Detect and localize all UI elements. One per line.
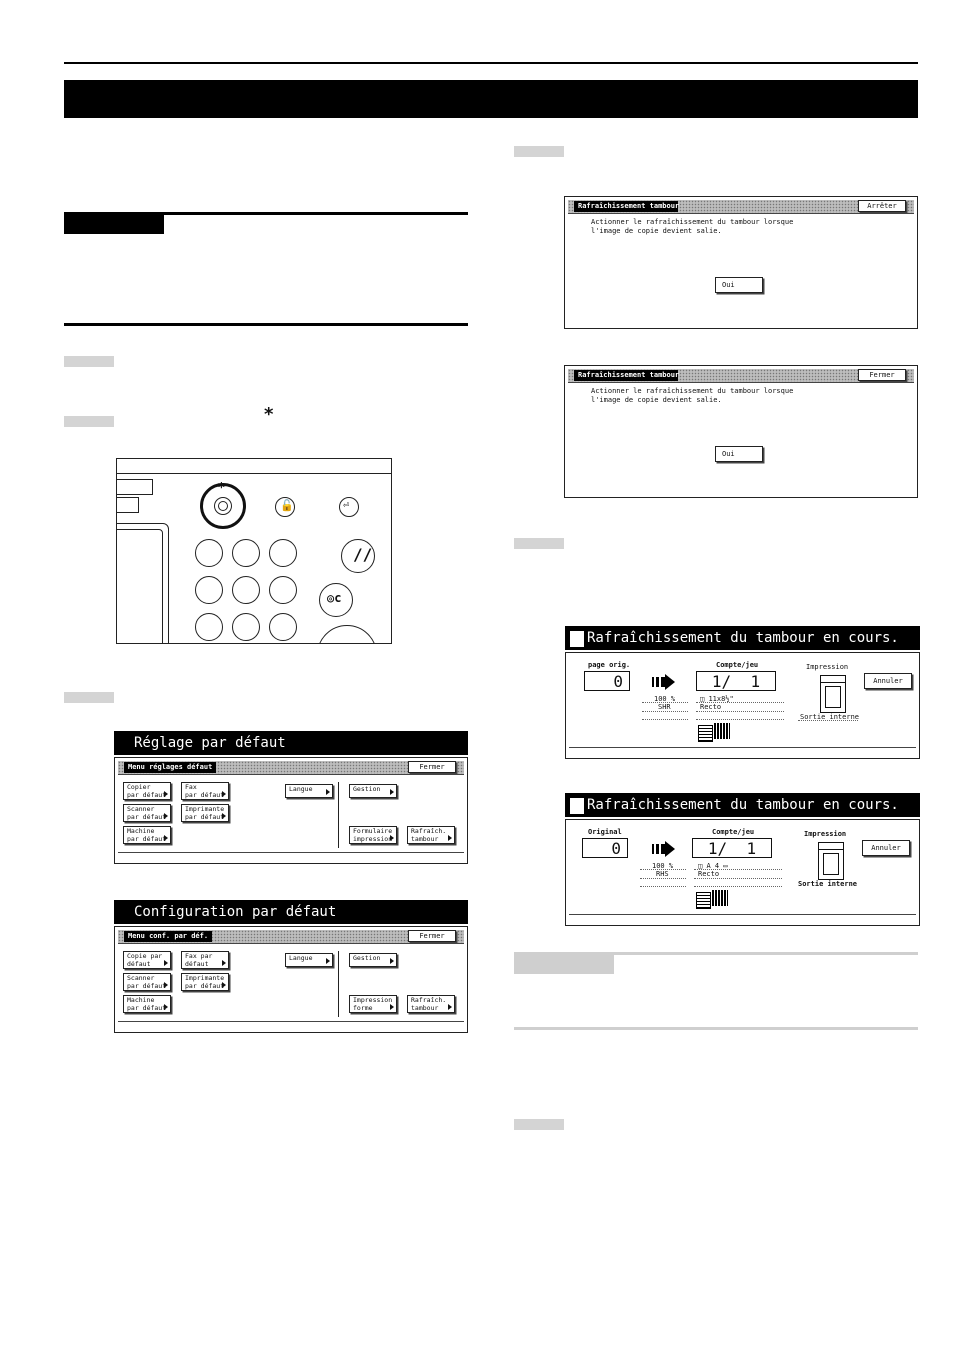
orig-label: page orig. [588, 661, 631, 669]
mode-value: SHR [658, 703, 671, 711]
dialog-b-close-button[interactable]: Fermer [858, 369, 906, 381]
status-b-title: Rafraîchissement du tambour en cours. [587, 797, 899, 813]
count-label: Compte/jeu [712, 828, 755, 836]
screen-a-header [114, 731, 468, 755]
paper-icon: ◫ [700, 695, 709, 703]
chevron-right-icon [164, 982, 168, 988]
dialog-b-tag: Rafraîchissement tambour [574, 370, 678, 381]
screen-a-menu-tag: Menu réglages défaut [124, 762, 216, 773]
number-key-5[interactable] [232, 576, 260, 604]
number-key-4[interactable] [195, 576, 223, 604]
status-a-panel [565, 652, 920, 759]
btn-label: Scanner par défaut [127, 805, 167, 821]
btn-label: Machine par défaut [127, 996, 167, 1012]
btn-scanner-defaut[interactable] [123, 973, 171, 991]
output-tray-icon [820, 675, 846, 713]
btn-label: Fax par défaut [185, 952, 213, 968]
output-tray-icon [818, 842, 844, 880]
mode-value: RHS [656, 870, 669, 878]
btn-copie-defaut[interactable] [123, 951, 171, 969]
number-key-1[interactable] [195, 539, 223, 567]
dotted-line [642, 702, 688, 703]
chevron-right-icon [164, 1004, 168, 1010]
btn-fax-defaut[interactable] [181, 951, 229, 969]
chevron-right-icon [448, 835, 452, 841]
dialog-b [564, 365, 918, 498]
step-marker-2 [64, 416, 114, 427]
orientation-icon: ▭ [719, 862, 728, 870]
btn-copier-defaut[interactable] [123, 782, 171, 800]
chevron-right-icon [222, 960, 226, 966]
dotted-line [642, 711, 688, 712]
chevron-right-icon [390, 835, 394, 841]
sort-icon [698, 725, 713, 742]
number-key-6[interactable] [269, 576, 297, 604]
panel-edge-inner [116, 529, 163, 644]
dotted-line [640, 878, 686, 879]
status-b-header [565, 793, 920, 817]
screen-b-footer-line [118, 1021, 464, 1022]
footer-line [569, 914, 916, 915]
screen-b-title: Configuration par défaut [134, 904, 337, 920]
screen-a-divider [338, 782, 339, 848]
dialog-a [564, 196, 918, 329]
start-key[interactable] [317, 625, 377, 644]
btn-label: Imprimante par défaut [185, 974, 225, 990]
screen-b-panel [114, 926, 468, 1033]
screen-a-menu-bar [118, 761, 464, 775]
orig-label: Original [588, 828, 622, 836]
number-key-9[interactable] [269, 613, 297, 641]
paper-size: A 4 [706, 862, 720, 870]
dialog-b-title-bar [568, 369, 914, 383]
btn-imprimante-defaut[interactable] [181, 804, 229, 822]
lock-icon: 🔓 [280, 499, 294, 512]
dotted-line [694, 869, 782, 870]
btn-label: Copier par défaut [127, 783, 167, 799]
dotted-line [640, 886, 686, 887]
screen-b-close-button[interactable]: Fermer [408, 930, 456, 942]
staple-icon [712, 890, 728, 906]
btn-gestion[interactable] [349, 784, 397, 798]
chevron-right-icon [326, 789, 330, 795]
arrow-right-icon [652, 674, 676, 690]
btn-label: Langue [289, 785, 313, 793]
dotted-line [640, 869, 686, 870]
dialog-b-message: Actionner le rafraîchissement du tambour lorsque l'image de copie devient salie. [591, 387, 794, 404]
chevron-right-icon [390, 789, 394, 795]
dotted-line [642, 719, 688, 720]
chevron-right-icon [222, 791, 226, 797]
btn-label: Rafraîch. tambour [411, 827, 447, 843]
sort-icon [696, 892, 711, 909]
zoom-value: 100 % [652, 862, 674, 870]
print-label: Impression [804, 830, 847, 838]
dotted-line [696, 719, 784, 720]
dotted-line [696, 711, 784, 712]
btn-imprimante-defaut[interactable] [181, 973, 229, 991]
staple-icon [714, 723, 730, 739]
orig-value-box: 0 [582, 838, 628, 858]
step-marker-5 [514, 538, 564, 549]
note-bottom-rule [514, 1027, 918, 1030]
btn-impression-forme[interactable] [349, 995, 397, 1013]
star-symbol: * [264, 404, 274, 425]
status-a-title: Rafraîchissement du tambour en cours. [587, 630, 899, 646]
panel-top-line [117, 473, 392, 474]
btn-label: Machine par défaut [127, 827, 167, 843]
chevron-right-icon [164, 791, 168, 797]
screen-b-header [114, 900, 468, 924]
dotted-line [694, 886, 782, 887]
btn-label: Fax par défaut [185, 783, 225, 799]
dotted-line [694, 878, 782, 879]
document-icon [570, 798, 584, 814]
btn-label: Copie par défaut [127, 952, 163, 968]
number-key-7[interactable] [195, 613, 223, 641]
cancel-button[interactable]: Annuler [862, 840, 910, 856]
step-marker-1 [64, 356, 114, 367]
btn-scanner-defaut[interactable] [123, 804, 171, 822]
star-key-icon: * [218, 481, 225, 496]
star-key-inner [218, 501, 228, 511]
sides-value: Recto [698, 870, 720, 878]
cancel-button[interactable]: Annuler [864, 673, 912, 689]
number-key-3[interactable] [269, 539, 297, 567]
screen-a-footer-line [118, 852, 464, 853]
screen-a-close-button[interactable]: Fermer [408, 761, 456, 773]
btn-formulaire-impression[interactable] [349, 826, 397, 844]
arrow-right-icon [652, 841, 676, 857]
output-value: Sortie interne [800, 713, 860, 721]
screen-a-title: Réglage par défaut [134, 735, 286, 751]
count-value-box: 1/ 1 [696, 671, 776, 691]
btn-label: Gestion [353, 785, 381, 793]
status-b-panel [565, 819, 920, 926]
btn-label: Scanner par défaut [127, 974, 167, 990]
btn-label: Formulaire impression [353, 827, 393, 843]
btn-label: Gestion [353, 954, 381, 962]
chevron-right-icon [164, 960, 168, 966]
btn-langue[interactable] [285, 784, 333, 798]
keypad-illustration [116, 458, 392, 644]
chevron-right-icon [164, 835, 168, 841]
paper-icon: ◫ [698, 862, 707, 870]
dialog-a-stop-button[interactable]: Arrêter [858, 200, 906, 212]
btn-label: Langue [289, 954, 313, 962]
footer-line [569, 747, 916, 748]
count-label: Compte/jeu [716, 661, 759, 669]
btn-label: Imprimante par défaut [185, 805, 225, 821]
btn-machine-defaut[interactable] [123, 826, 171, 844]
chevron-right-icon [326, 958, 330, 964]
btn-label: Impression forme [353, 996, 393, 1012]
panel-slot-2 [116, 497, 139, 513]
step-marker-6 [514, 1119, 564, 1130]
output-value: Sortie interne [798, 880, 858, 888]
warning-bottom-rule [64, 323, 468, 326]
top-rule [64, 62, 918, 64]
zoom-value: 100 % [654, 695, 676, 703]
note-label [514, 952, 614, 974]
number-key-8[interactable] [232, 613, 260, 641]
step-marker-4 [514, 146, 564, 157]
stop-clear-icon: ◎c [327, 591, 342, 605]
screen-b-menu-tag: Menu conf. par déf. [124, 931, 212, 942]
count-value-box: 1/ 1 [692, 838, 772, 858]
orig-value-box: 0 [584, 671, 630, 691]
paper-size: 11x8½" [708, 695, 734, 703]
btn-langue[interactable] [285, 953, 333, 967]
dotted-line [696, 702, 784, 703]
chevron-right-icon [222, 813, 226, 819]
number-key-2[interactable] [232, 539, 260, 567]
chevron-right-icon [448, 1004, 452, 1010]
document-icon [570, 631, 584, 647]
btn-machine-defaut[interactable] [123, 995, 171, 1013]
panel-slot-1 [116, 479, 153, 495]
dotted-line [798, 720, 858, 721]
btn-rafraich-tambour[interactable] [407, 995, 455, 1013]
screen-b-divider [338, 951, 339, 1017]
chevron-right-icon [164, 813, 168, 819]
section-title-bar [64, 80, 918, 118]
dialog-b-yes-button[interactable]: Oui [715, 446, 763, 462]
dialog-a-title-bar [568, 200, 914, 214]
step-marker-3 [64, 692, 114, 703]
status-a-header [565, 626, 920, 650]
sides-value: Recto [700, 703, 722, 711]
chevron-right-icon [390, 1004, 394, 1010]
btn-fax-defaut[interactable] [181, 782, 229, 800]
dialog-a-message: Actionner le rafraîchissement du tambour lorsque l'image de copie devient salie. [591, 218, 794, 235]
btn-label: Rafraîch. tambour [411, 996, 447, 1012]
reset-icon: // [353, 545, 373, 564]
print-label: Impression [806, 663, 849, 671]
warning-label [64, 212, 164, 234]
chevron-right-icon [222, 982, 226, 988]
btn-gestion[interactable] [349, 953, 397, 967]
screen-a-panel [114, 757, 468, 864]
interrupt-icon: ⏎ [343, 500, 350, 511]
dialog-a-tag: Rafraîchissement tambour [574, 201, 678, 212]
chevron-right-icon [390, 958, 394, 964]
screen-b-menu-bar [118, 930, 464, 944]
dialog-a-yes-button[interactable]: Oui [715, 277, 763, 293]
btn-rafraich-tambour[interactable] [407, 826, 455, 844]
